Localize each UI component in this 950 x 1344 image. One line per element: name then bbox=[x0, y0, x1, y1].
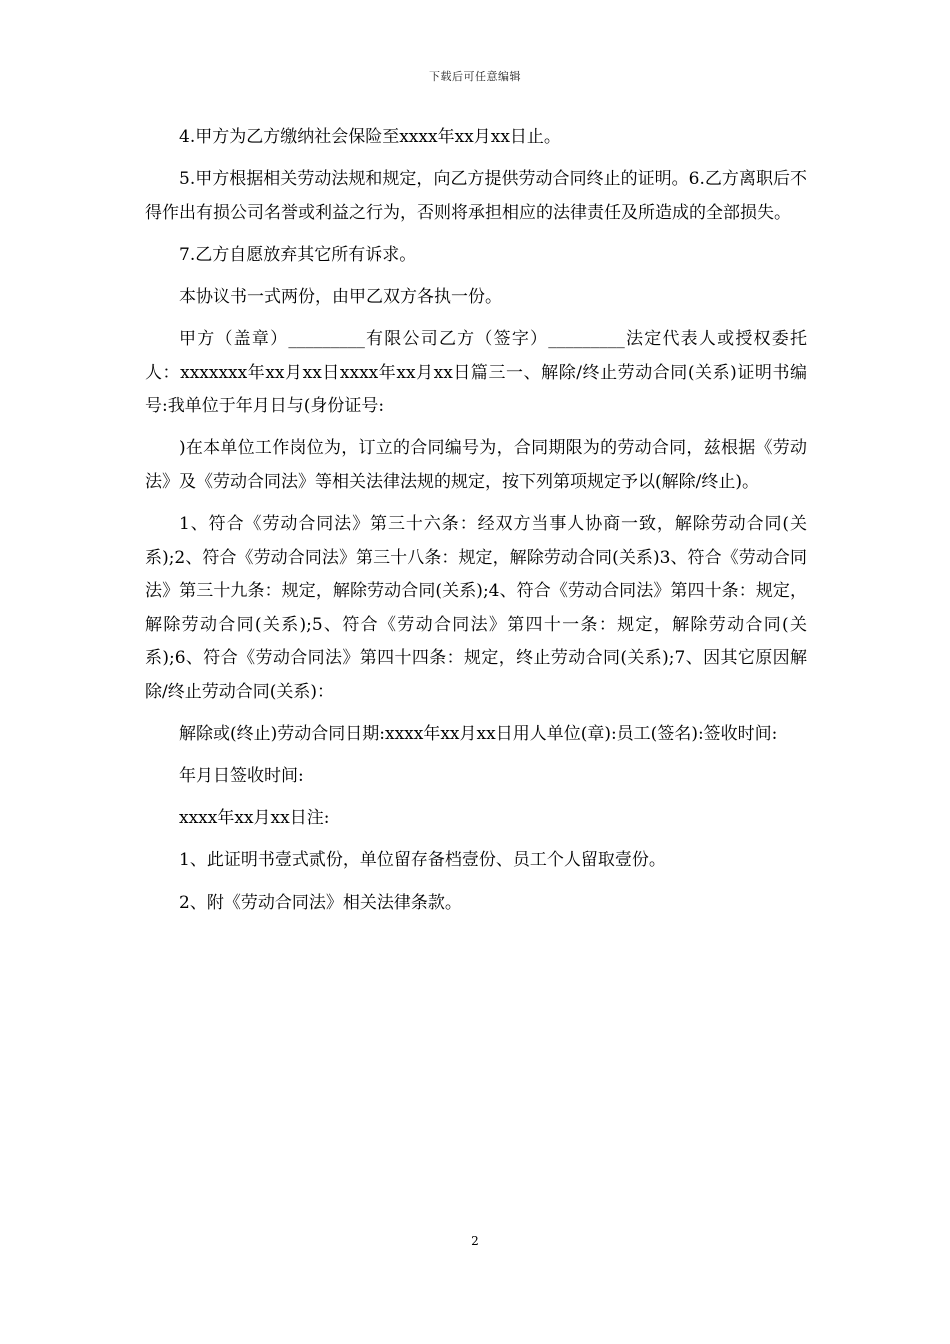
document-body bbox=[145, 121, 807, 929]
paragraph-copies: 本协议书一式两份，由甲乙双方各执一份。 bbox=[179, 287, 502, 308]
page-number: 2 bbox=[471, 1234, 479, 1248]
paragraph-receipt-time: 年月日签收时间: bbox=[179, 766, 304, 786]
paragraph-note-2: 2、附《劳动合同法》相关法律条款。 bbox=[179, 892, 462, 913]
paragraph-waive-claims: 7.乙方自愿放弃其它所有诉求。 bbox=[179, 244, 417, 265]
paragraph-note-date: xxxx年xx月xx日注: bbox=[179, 808, 330, 829]
paragraph-signatures: 甲方（盖章）_________有限公司乙方（签字）_________法定代表人或授权委托人：xxxxxxx年xx月xx日xxxx年xx月xx日篇三一、解除/终止劳动合同(关系)证明书编号:我单位于年月日与(身份证号: bbox=[145, 329, 807, 417]
paragraph-position: )在本单位工作岗位为，订立的合同编号为，合同期限为的劳动合同，兹根据《劳动法》及《劳动合同法》等相关法律法规的规定，按下列第项规定予以(解除/终止)。 bbox=[145, 438, 807, 492]
page-header: 下载后可任意编辑 bbox=[429, 70, 521, 83]
paragraph-termination-proof: 5.甲方根据相关劳动法规和规定，向乙方提供劳动合同终止的证明。6.乙方离职后不得作出有损公司名誉或利益之行为，否则将承担相应的法律责任及所造成的全部损失。 bbox=[145, 169, 807, 223]
paragraph-termination-date: 解除或(终止)劳动合同日期:xxxx年xx月xx日用人单位(章):员工(签名):签收时间: bbox=[179, 723, 778, 744]
paragraph-articles: 1、符合《劳动合同法》第三十六条：经双方当事人协商一致，解除劳动合同(关系);2、符合《劳动合同法》第三十八条：规定，解除劳动合同(关系)3、符合《劳动合同法》第三十九条：规定，解除劳动合同(关系);4、符合《劳动合同法》第四十条：规定，解除劳动合同(关系);5、符合《劳动合同法》第四十一条：规定，解除劳动合同(关系);6、符合《劳动合同法》第四十四条：规定，终止劳动合同(关系);7、因其它原因解除/终止劳动合同(关系)： bbox=[145, 514, 807, 702]
paragraph-social-insurance: 4.甲方为乙方缴纳社会保险至xxxx年xx月xx日止。 bbox=[179, 127, 561, 147]
paragraph-note-1: 1、此证明书壹式贰份，单位留存备档壹份、员工个人留取壹份。 bbox=[179, 850, 666, 871]
